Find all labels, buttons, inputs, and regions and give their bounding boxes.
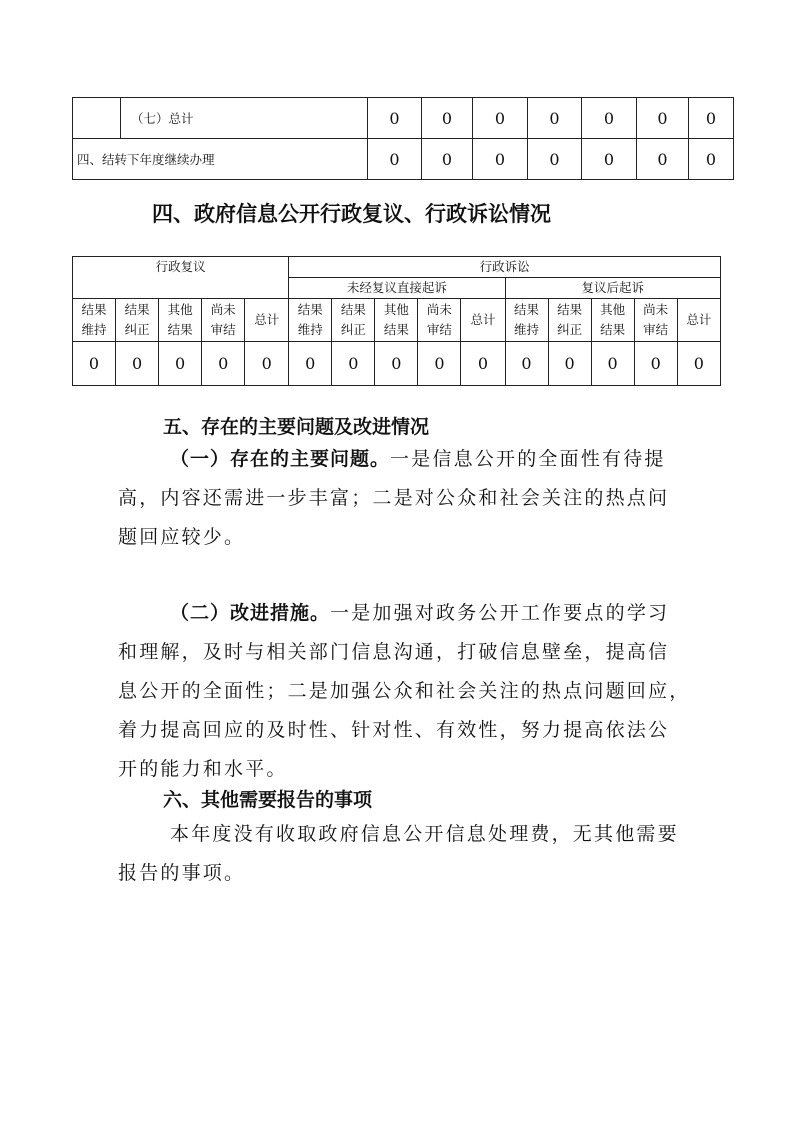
column-header-line: 尚未 (210, 302, 236, 317)
column-header-line: 结果 (600, 322, 626, 337)
table-row-total (73, 98, 734, 139)
section-heading-problems: 五、存在的主要问题及改进情况 (163, 416, 430, 438)
column-header-line: 总计 (254, 312, 280, 327)
column-header (548, 299, 591, 342)
table-cell: 0 (505, 342, 548, 386)
table-cell: 0 (116, 342, 159, 386)
column-header-line: 总计 (686, 312, 712, 327)
table-cell: 0 (528, 139, 582, 180)
column-header-line: 其他 (600, 302, 626, 317)
column-header-line: 结果 (557, 302, 583, 317)
table-cell: 0 (418, 342, 461, 386)
column-header-line: 结果 (81, 302, 107, 317)
table-cell: 0 (368, 139, 422, 180)
column-header (375, 299, 418, 342)
column-header (505, 299, 548, 342)
table-cell: 0 (582, 98, 637, 139)
header-direct-litigation: 未经复议直接起诉 (289, 278, 505, 299)
section-heading-review-litigation: 四、政府信息公开行政复议、行政诉讼情况 (152, 202, 551, 226)
table-cell: 0 (634, 342, 677, 386)
column-header-line: 纠正 (340, 322, 366, 337)
table-cell: 0 (473, 139, 528, 180)
paragraph-text: 本年度没有收取政府信息公开信息处理费，无其他需要 (170, 823, 679, 845)
column-header (591, 299, 634, 342)
column-header (634, 299, 677, 342)
column-header (677, 299, 720, 342)
paragraph-text: 和理解，及时与相关部门信息沟通，打破信息壁垒，提高信 (118, 641, 670, 663)
table-cell: 0 (461, 342, 505, 386)
column-header (159, 299, 202, 342)
table-cell: 0 (528, 98, 582, 139)
column-header-line: 纠正 (557, 322, 583, 337)
column-header-line: 纠正 (124, 322, 150, 337)
table-row-values (73, 342, 721, 386)
table-header-row (73, 257, 721, 278)
column-header (202, 299, 245, 342)
table-cell: 0 (422, 139, 473, 180)
paragraph-lead: （二）改进措施。 (170, 602, 331, 624)
column-header (332, 299, 375, 342)
row-label-text: 四、结转下年度继续办理 (77, 152, 215, 167)
review-litigation-table (72, 256, 721, 386)
table-cell: 0 (202, 342, 245, 386)
column-header-line: 维持 (297, 322, 323, 337)
section-heading-other-matters: 六、其他需要报告的事项 (163, 789, 373, 811)
column-header (73, 299, 116, 342)
table-cell: 0 (73, 342, 116, 386)
header-admin-review: 行政复议 (73, 257, 289, 299)
column-header-line: 尚未 (643, 302, 669, 317)
disclosure-summary-table (72, 97, 734, 180)
column-header-line: 结果 (514, 302, 540, 317)
paragraph-text: 着力提高回应的及时性、针对性、有效性，努力提高依法公 (118, 719, 670, 741)
column-header-line: 结果 (124, 302, 150, 317)
table-cell: 0 (473, 98, 528, 139)
paragraph-other-matters (118, 815, 678, 893)
column-header-line: 其他 (383, 302, 409, 317)
table-cell: 0 (591, 342, 634, 386)
column-header-line: 总计 (470, 312, 496, 327)
table-cell: 0 (637, 98, 689, 139)
table-cell: 0 (582, 139, 637, 180)
header-after-review-litigation: 复议后起诉 (505, 278, 721, 299)
table-column-header-row (73, 299, 721, 342)
column-header (418, 299, 461, 342)
table-cell: 0 (159, 342, 202, 386)
column-header-line: 结果 (167, 322, 193, 337)
table-cell: 0 (689, 139, 734, 180)
column-header-line: 维持 (514, 322, 540, 337)
column-header (116, 299, 159, 342)
header-admin-litigation: 行政诉讼 (289, 257, 721, 278)
column-header (245, 299, 289, 342)
row-label (121, 98, 368, 139)
table-cell: 0 (245, 342, 289, 386)
paragraph-measures (118, 594, 691, 789)
table-row-carryover (73, 139, 734, 180)
table-cell-blank (73, 98, 121, 139)
table-cell: 0 (548, 342, 591, 386)
paragraph-problems (118, 440, 678, 557)
column-header (461, 299, 505, 342)
table-cell: 0 (332, 342, 375, 386)
paragraph-text: 题回应较少。 (118, 526, 246, 548)
column-header-line: 审结 (643, 322, 669, 337)
column-header-line: 结果 (297, 302, 323, 317)
table-cell: 0 (422, 98, 473, 139)
row-label (73, 139, 368, 180)
column-header-line: 审结 (426, 322, 452, 337)
paragraph-text: 报告的事项。 (118, 862, 246, 884)
row-label-text: （七）总计 (131, 111, 194, 126)
table-cell: 0 (289, 342, 332, 386)
column-header-line: 其他 (167, 302, 193, 317)
column-header-line: 尚未 (426, 302, 452, 317)
table-cell: 0 (375, 342, 418, 386)
column-header (289, 299, 332, 342)
paragraph-text: 一是信息公开的全面性有待提 (390, 448, 666, 470)
paragraph-text: 息公开的全面性；二是加强公众和社会关注的热点问题回应， (118, 680, 691, 702)
column-header-line: 维持 (81, 322, 107, 337)
paragraph-text: 开的能力和水平。 (118, 758, 288, 780)
column-header-line: 结果 (383, 322, 409, 337)
table-cell: 0 (637, 139, 689, 180)
table-cell: 0 (689, 98, 734, 139)
column-header-line: 审结 (210, 322, 236, 337)
table-cell: 0 (677, 342, 720, 386)
paragraph-lead: （一）存在的主要问题。 (170, 448, 391, 470)
column-header-line: 结果 (340, 302, 366, 317)
paragraph-text: 一是加强对政务公开工作要点的学习 (330, 602, 670, 624)
paragraph-text: 高，内容还需进一步丰富；二是对公众和社会关注的热点问 (118, 487, 670, 509)
table-cell: 0 (368, 98, 422, 139)
